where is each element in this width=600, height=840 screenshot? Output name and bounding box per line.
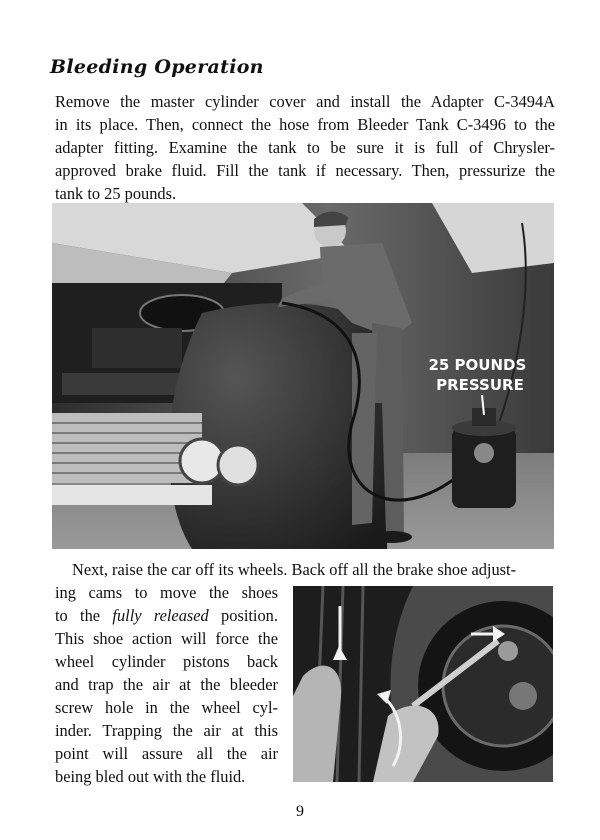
section-heading: Bleeding Operation xyxy=(50,56,264,78)
body-line: Next, raise the car off its wheels. Back off all the brake shoe adjust- xyxy=(72,560,517,579)
emphasis-text: fully released xyxy=(112,606,209,625)
body-text: position. xyxy=(208,606,278,625)
body-text: to the xyxy=(55,606,113,625)
pressure-caption-line: 25 POUNDS xyxy=(428,356,527,374)
intro-line: Remove the master cylinder cover and install the Adapter C-3494A xyxy=(55,92,555,111)
body-line xyxy=(55,604,278,627)
wheel-adjustment-photo xyxy=(293,586,553,782)
body-line: being bled out with the fluid. xyxy=(55,767,246,786)
pressure-caption-line: PRESSURE xyxy=(436,376,524,394)
intro-line: approved brake fluid. Fill the tank if necessary. Then, pressurize the xyxy=(55,161,555,180)
body-line: wheel cylinder pistons back xyxy=(55,652,278,671)
intro-paragraph xyxy=(55,90,555,205)
body-line: ing cams to move the shoes xyxy=(55,583,278,602)
mechanic-bleeding-photo xyxy=(52,203,554,549)
intro-line: in its place. Then, connect the hose from Bleeder Tank C-3496 to the xyxy=(55,115,555,134)
intro-line: tank to 25 pounds. xyxy=(55,184,177,203)
body-line: and trap the air at the bleeder xyxy=(55,675,278,694)
body-line: This shoe action will force the xyxy=(55,629,278,648)
body-line: inder. Trapping the air at this xyxy=(55,721,278,740)
page-number: 9 xyxy=(296,803,304,820)
body-line: screw hole in the wheel cyl- xyxy=(55,698,278,717)
intro-line: adapter fitting. Examine the tank to be sure it is full of Chrysler- xyxy=(55,138,555,157)
body-line: point will assure all the air xyxy=(55,744,278,763)
